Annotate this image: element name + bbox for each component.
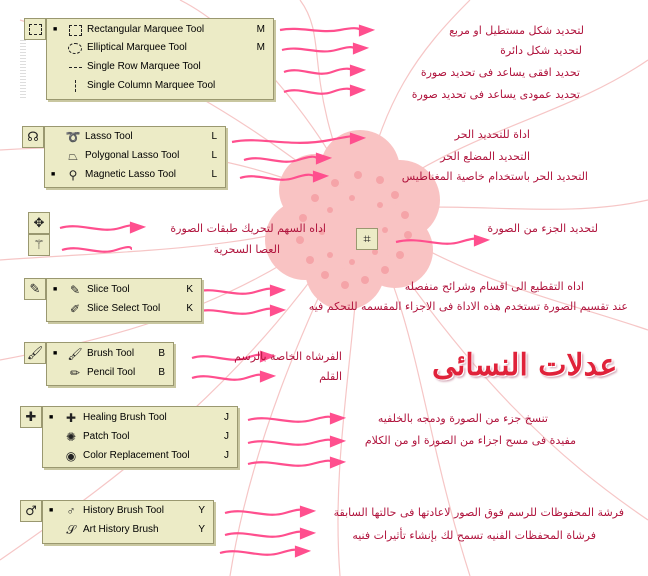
ellipse-marquee-icon [67, 41, 83, 55]
shortcut-key: B [158, 367, 165, 378]
marquee-note-3: تحديد افقى يساعد فى تحديد صورة [420, 66, 580, 79]
history-brush-icon: ♂ [66, 504, 76, 518]
lasso-note-3: التحديد الحر باستخدام خاصية المغناطيس [401, 170, 588, 183]
crop-icon: ⌗ [363, 231, 371, 247]
slice-icon: ✎ [69, 283, 81, 297]
menu-item-label: Single Column Marquee Tool [87, 80, 216, 91]
marquee-flyout [46, 18, 274, 100]
row-marquee-icon [67, 60, 83, 74]
rect-marquee-icon [29, 24, 42, 35]
shortcut-key: J [224, 450, 229, 461]
menu-item-label: Lasso Tool [85, 131, 133, 142]
shortcut-key: L [211, 150, 217, 161]
lasso-flyout [44, 126, 226, 188]
crop-note: لتحديد الجزء من الصورة [487, 222, 598, 235]
patch-icon: ✺ [65, 430, 77, 444]
slice-select-icon: ✐ [69, 302, 81, 316]
menu-item-slice[interactable] [47, 281, 201, 299]
menu-item-label: Color Replacement Tool [83, 450, 190, 461]
menu-item-label: History Brush Tool [83, 505, 164, 516]
menu-item-slice-select[interactable] [47, 300, 201, 318]
page-title: عدلات النسائى [432, 348, 618, 383]
healing-note-2: مفيدة فى مسح اجزاء من الصورة او من الكلام [364, 434, 576, 447]
polygonal-lasso-icon: ⏢ [68, 149, 78, 163]
shortcut-key: Y [198, 524, 205, 535]
menu-item-healing-brush[interactable] [43, 409, 237, 427]
menu-item-label: Rectangular Marquee Tool [87, 24, 205, 35]
brush-flyout [46, 342, 174, 386]
brush-note-2: القلم [319, 370, 342, 383]
shortcut-key: K [186, 303, 193, 314]
magic-wand-icon: ⚚ [33, 237, 45, 253]
menu-item-label: Art History Brush [83, 524, 159, 535]
slice-note-1: اداه التقطيع الى اقسام وشرائح منفصله [404, 280, 584, 293]
menu-item-single-column-marquee[interactable] [47, 77, 273, 95]
history-brush-icon: ♂ [25, 503, 37, 519]
menu-item-label: Polygonal Lasso Tool [85, 150, 180, 161]
crop-tool-button[interactable] [356, 228, 378, 250]
lasso-note-1: اداة للتحديد الحر [454, 128, 530, 141]
brush-note-1: الفرشاه الخاصة بالرسم [234, 350, 342, 363]
healing-note-1: تنسخ جزء من الصورة ودمجه بالخلفيه [377, 412, 548, 425]
menu-item-label: Elliptical Marquee Tool [87, 42, 187, 53]
menu-item-brush[interactable] [47, 345, 173, 363]
brush-icon: 🖌 [67, 347, 83, 361]
slice-tool-button[interactable] [24, 278, 46, 300]
menu-item-lasso[interactable] [45, 128, 225, 146]
shortcut-key: K [186, 284, 193, 295]
healing-tool-button[interactable] [20, 406, 42, 428]
column-marquee-icon [67, 79, 83, 93]
menu-item-label: Brush Tool [87, 348, 135, 359]
pencil-icon: ✏ [69, 366, 81, 380]
lasso-icon: ➰ [65, 130, 81, 144]
shortcut-key: Y [198, 505, 205, 516]
magnetic-lasso-icon: ⚲ [68, 168, 78, 182]
shortcut-key: B [158, 348, 165, 359]
selected-bullet: ■ [51, 171, 56, 178]
move-tool-button[interactable] [28, 212, 50, 234]
brush-icon: 🖌 [26, 345, 44, 361]
history-brush-button[interactable] [20, 500, 42, 522]
history-note-2: فرشاة المحفظات الفنيه تسمح لك بإنشاء تأثيرات فنيه [352, 529, 596, 542]
shortcut-key: J [224, 431, 229, 442]
magic-wand-button[interactable] [28, 234, 50, 256]
move-note-1: اداه السهم لتحريك طبقات الصورة [170, 222, 326, 235]
menu-item-elliptical-marquee[interactable] [47, 39, 273, 57]
shortcut-key: J [224, 412, 229, 423]
menu-item-rectangular-marquee[interactable] [47, 21, 273, 39]
panel-grip [20, 40, 26, 100]
bandage-icon: ✚ [25, 409, 37, 425]
brush-tool-button[interactable] [24, 342, 46, 364]
menu-item-pencil[interactable] [47, 364, 173, 382]
menu-item-history-brush[interactable] [43, 502, 213, 520]
rect-marquee-icon [67, 23, 83, 37]
shortcut-key: L [211, 131, 217, 142]
color-replacement-icon: ◉ [65, 449, 77, 463]
menu-item-single-row-marquee[interactable] [47, 58, 273, 76]
history-note-1: فرشة المحفوظات للرسم فوق الصور لاعادتها فى حالتها السابقة [333, 506, 624, 519]
lasso-note-2: التحديد المضلع الحر [440, 150, 530, 163]
menu-item-color-replacement[interactable] [43, 447, 237, 465]
shortcut-key: L [211, 169, 217, 180]
lasso-icon: ☊ [27, 129, 39, 145]
menu-item-polygonal-lasso[interactable] [45, 147, 225, 165]
selected-bullet: ■ [53, 350, 58, 357]
menu-item-label: Slice Tool [87, 284, 130, 295]
marquee-note-4: تحديد عمودى يساعد فى تحديد صورة [411, 88, 580, 101]
slice-flyout [46, 278, 202, 322]
shortcut-key: M [256, 42, 265, 53]
menu-item-label: Single Row Marquee Tool [87, 61, 201, 72]
menu-item-label: Patch Tool [83, 431, 130, 442]
menu-item-art-history-brush[interactable] [43, 521, 213, 539]
menu-item-label: Pencil Tool [87, 367, 136, 378]
marquee-note-1: لتحديد شكل مستطيل او مربع [449, 24, 584, 37]
marquee-note-2: لتحديد شكل دائرة [500, 44, 582, 57]
menu-item-patch[interactable] [43, 428, 237, 446]
selected-bullet: ■ [49, 414, 54, 421]
slice-note-2: عند تقسيم الصورة تستخدم هذه الاداة فى الاجزاء المقسمه للتحكم فيه [308, 300, 628, 313]
art-history-brush-icon: 𝒮 [66, 523, 76, 537]
healing-flyout [42, 406, 238, 468]
healing-brush-icon: ✚ [65, 411, 77, 425]
lasso-tool-button[interactable] [22, 126, 44, 148]
selected-bullet: ■ [53, 286, 58, 293]
slice-icon: ✎ [29, 281, 41, 297]
menu-item-label: Healing Brush Tool [83, 412, 167, 423]
selected-bullet: ■ [49, 507, 54, 514]
menu-item-magnetic-lasso[interactable] [45, 166, 225, 184]
selected-bullet: ■ [53, 26, 58, 33]
history-flyout [42, 500, 214, 544]
move-note-2: العصا السحرية [213, 243, 280, 256]
marquee-tool-button[interactable] [24, 18, 46, 40]
shortcut-key: M [256, 24, 265, 35]
move-arrow-icon: ✥ [33, 215, 45, 231]
menu-item-label: Slice Select Tool [87, 303, 161, 314]
menu-item-label: Magnetic Lasso Tool [85, 169, 176, 180]
